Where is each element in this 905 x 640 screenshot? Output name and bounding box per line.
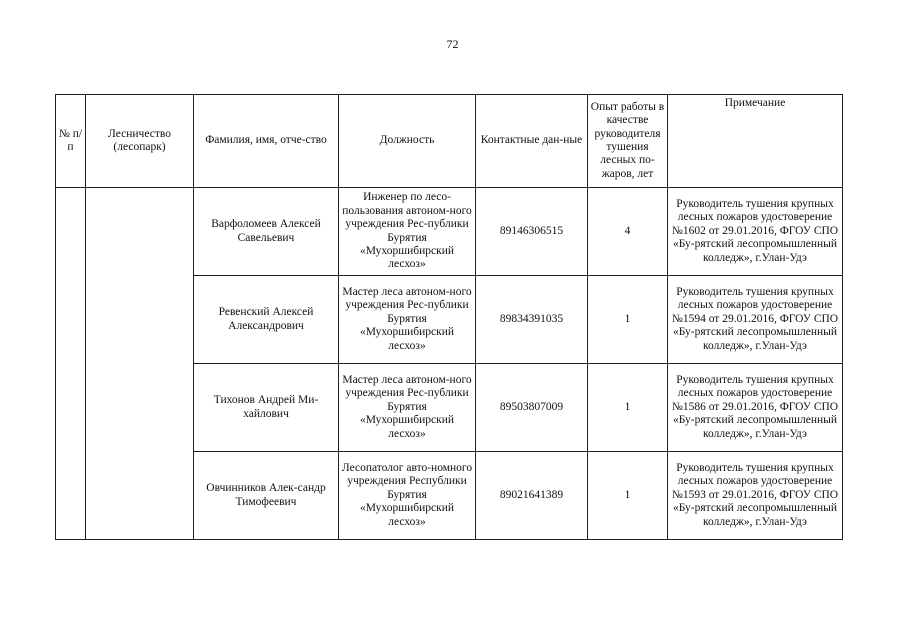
header-contact: Контактные дан-ные [476, 95, 588, 188]
cell-num-merged [56, 188, 86, 540]
cell-position: Лесопатолог авто-номного учреждения Республики Бурятия «Мухоршибирский лесхоз» [339, 452, 476, 540]
cell-name: Ревенский Алексей Александрович [194, 276, 339, 364]
cell-contact: 89834391035 [476, 276, 588, 364]
cell-position: Инженер по лесо-пользования автоном-ного учреждения Рес-публики Бурятия «Мухоршибирский лесхоз» [339, 188, 476, 276]
header-name: Фамилия, имя, отче-ство [194, 95, 339, 188]
cell-experience: 1 [588, 452, 668, 540]
header-num: № п/п [56, 95, 86, 188]
cell-note: Руководитель тушения крупных лесных пожаров удостоверение №1593 от 29.01.2016, ФГОУ СПО «Бу-рятский лесопромышленный колледж», г.Улан-Удэ [668, 452, 843, 540]
cell-experience: 1 [588, 276, 668, 364]
table-header-row [56, 95, 843, 188]
cell-contact: 89146306515 [476, 188, 588, 276]
page-number: 72 [446, 37, 459, 51]
cell-contact: 89021641389 [476, 452, 588, 540]
cell-experience: 4 [588, 188, 668, 276]
cell-name: Варфоломеев Алексей Савельевич [194, 188, 339, 276]
header-experience: Опыт работы в качестве руководителя тушения лесных по-жаров, лет [588, 95, 668, 188]
cell-position: Мастер леса автоном-ного учреждения Рес-публики Бурятия «Мухоршибирский лесхоз» [339, 364, 476, 452]
table-row [56, 188, 843, 276]
header-position: Должность [339, 95, 476, 188]
cell-experience: 1 [588, 364, 668, 452]
header-note: Примечание [668, 95, 843, 188]
cell-note: Руководитель тушения крупных лесных пожаров удостоверение №1586 от 29.01.2016, ФГОУ СПО «Бу-рятский лесопромышленный колледж», г.Улан-Удэ [668, 364, 843, 452]
cell-forestry-merged [86, 188, 194, 540]
cell-name: Овчинников Алек-сандр Тимофеевич [194, 452, 339, 540]
cell-note: Руководитель тушения крупных лесных пожаров удостоверение №1602 от 29.01.2016, ФГОУ СПО «Бу-рятский лесопромышленный колледж», г.Улан-Удэ [668, 188, 843, 276]
header-forestry: Лесничество (лесопарк) [86, 95, 194, 188]
cell-note: Руководитель тушения крупных лесных пожаров удостоверение №1594 от 29.01.2016, ФГОУ СПО «Бу-рятский лесопромышленный колледж», г.Улан-Удэ [668, 276, 843, 364]
staff-table [55, 94, 843, 540]
cell-contact: 89503807009 [476, 364, 588, 452]
cell-name: Тихонов Андрей Ми-хайлович [194, 364, 339, 452]
cell-position: Мастер леса автоном-ного учреждения Рес-публики Бурятия «Мухоршибирский лесхоз» [339, 276, 476, 364]
